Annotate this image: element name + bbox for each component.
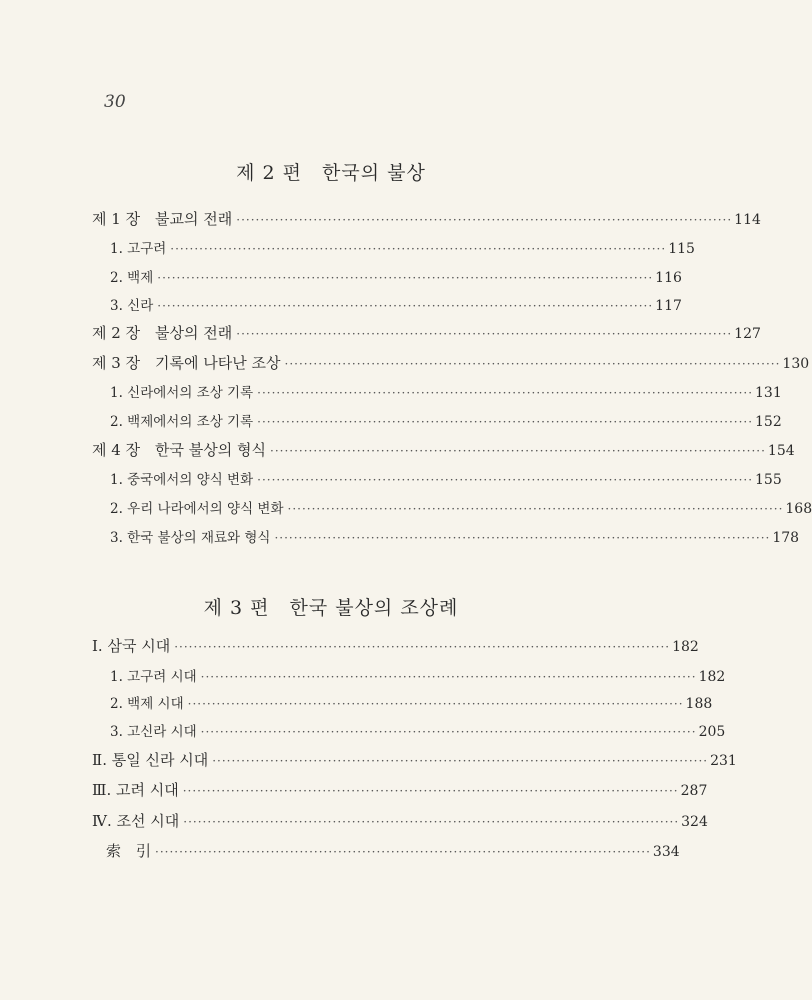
- toc-entry-label: 제 2 장 불상의 전래: [92, 324, 233, 342]
- leader-dots: ·······································································································: [182, 784, 679, 798]
- toc-entry-label: 3. 한국 불상의 재료와 형식: [110, 530, 271, 546]
- leader-dots: ·······································································································: [212, 754, 709, 768]
- toc-entry-page: 178: [772, 530, 800, 546]
- toc-entry-page: 182: [698, 669, 726, 685]
- toc-entry-label: Ⅳ. 조선 시대: [92, 812, 180, 830]
- toc-entry[interactable]: [92, 322, 761, 346]
- toc-entry-page: 127: [734, 326, 761, 342]
- toc-entry-page: 168: [785, 501, 812, 517]
- toc-entry[interactable]: [92, 635, 699, 659]
- toc-entry[interactable]: [110, 497, 812, 521]
- toc-entry[interactable]: [110, 468, 782, 492]
- toc-entry-page: 131: [755, 385, 782, 401]
- leader-dots: ·······································································································: [274, 531, 771, 545]
- toc-entry[interactable]: [92, 439, 795, 463]
- leader-dots: ·······································································································: [284, 357, 781, 371]
- toc-entry-label: 제 1 장 불교의 전래: [92, 210, 233, 228]
- toc-entry[interactable]: [92, 352, 810, 376]
- toc-entry-page: 205: [698, 724, 726, 740]
- toc-entry-label: 1. 신라에서의 조상 기록: [110, 385, 254, 401]
- leader-dots: ·······································································································: [257, 473, 754, 487]
- toc-entry-page: 130: [782, 356, 810, 372]
- leader-dots: ·······································································································: [157, 299, 654, 313]
- toc-entry-page: 152: [755, 414, 782, 430]
- leader-dots: ·······································································································: [257, 415, 754, 429]
- toc-entry[interactable]: [110, 665, 726, 689]
- toc-entry-label: 제 4 장 한국 불상의 형식: [92, 441, 267, 459]
- toc-entry[interactable]: [110, 381, 782, 405]
- toc-entry-page: 324: [681, 814, 708, 830]
- toc-entry-page: 114: [734, 212, 761, 228]
- toc-entry[interactable]: [110, 294, 682, 318]
- toc-entry-label: 제 3 장 기록에 나타난 조상: [92, 354, 281, 372]
- toc-entry-label: 2. 백제에서의 조상 기록: [110, 414, 254, 430]
- toc-entry-label: 3. 고신라 시대: [110, 724, 197, 740]
- toc-entry-page: 115: [668, 241, 695, 257]
- leader-dots: ·······································································································: [257, 386, 754, 400]
- toc-entry-page: 182: [672, 639, 699, 655]
- toc-entry-label: 2. 우리 나라에서의 양식 변화: [110, 501, 284, 517]
- toc-entry-page: 117: [655, 298, 682, 314]
- toc-entry-page: 231: [710, 753, 737, 769]
- toc-entry[interactable]: [110, 526, 800, 550]
- toc-entry-page: 116: [655, 270, 682, 286]
- leader-dots: ·······································································································: [236, 327, 733, 341]
- leader-dots: ·······································································································: [200, 670, 697, 684]
- toc-entry[interactable]: [110, 410, 782, 434]
- leader-dots: ·······································································································: [157, 271, 654, 285]
- leader-dots: ·······································································································: [155, 845, 651, 859]
- toc-entry[interactable]: [92, 749, 737, 773]
- part-2-title: 제 2 편 한국의 불상: [236, 162, 426, 184]
- toc-entry[interactable]: [92, 779, 708, 803]
- toc-entry[interactable]: [110, 266, 682, 290]
- toc-entry[interactable]: [110, 237, 695, 261]
- page-number: 30: [104, 92, 126, 112]
- toc-entry-label: 3. 신라: [110, 298, 154, 314]
- toc-entry-label: 1. 고구려 시대: [110, 669, 197, 685]
- leader-dots: ·······································································································: [236, 213, 733, 227]
- toc-entry-label: 索 引: [106, 842, 152, 860]
- leader-dots: ·······································································································: [270, 444, 766, 458]
- leader-dots: ·······································································································: [170, 242, 667, 256]
- toc-entry[interactable]: [92, 840, 680, 864]
- toc-entry-page: 188: [685, 696, 713, 712]
- toc-entry-page: 155: [755, 472, 782, 488]
- leader-dots: ·······································································································: [174, 640, 671, 654]
- toc-entry[interactable]: [92, 810, 708, 834]
- toc-entry-label: 2. 백제 시대: [110, 696, 184, 712]
- part-3-title: 제 3 편 한국 불상의 조상례: [203, 597, 459, 619]
- toc-entry-label: 1. 고구려: [110, 241, 167, 257]
- toc-entry[interactable]: [110, 720, 726, 744]
- toc-entry-label: Ⅰ. 삼국 시대: [92, 637, 171, 655]
- toc-entry-label: Ⅲ. 고려 시대: [92, 781, 179, 799]
- toc-entry-page: 287: [680, 783, 708, 799]
- toc-entry-page: 334: [652, 844, 680, 860]
- leader-dots: ·······································································································: [200, 725, 697, 739]
- toc-entry-label: 2. 백제: [110, 270, 154, 286]
- leader-dots: ·······································································································: [287, 502, 784, 516]
- toc-entry-page: 154: [767, 443, 795, 459]
- toc-entry[interactable]: [92, 208, 761, 232]
- toc-entry[interactable]: [110, 692, 713, 716]
- leader-dots: ·······································································································: [183, 815, 680, 829]
- toc-entry-label: Ⅱ. 통일 신라 시대: [92, 751, 209, 769]
- toc-entry-label: 1. 중국에서의 양식 변화: [110, 472, 254, 488]
- leader-dots: ·······································································································: [187, 697, 684, 711]
